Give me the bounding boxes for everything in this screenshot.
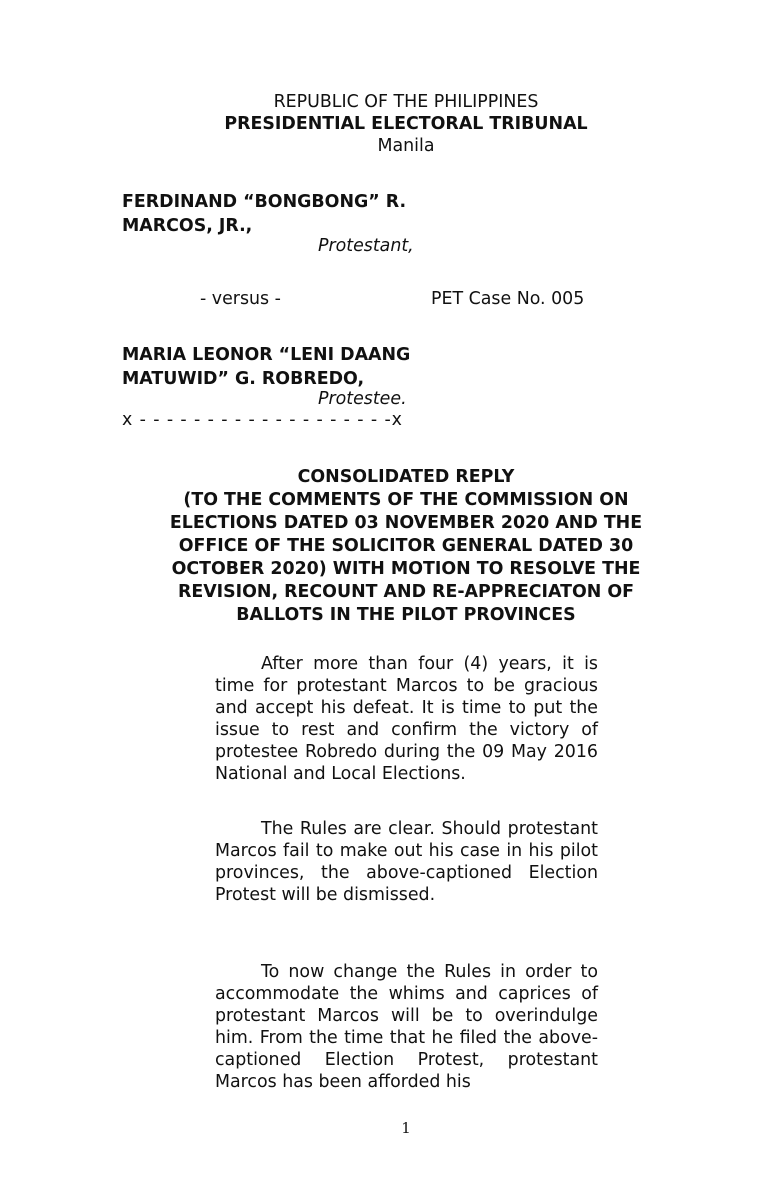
protestant-name	[122, 190, 406, 238]
republic-heading: REPUBLIC OF THE PHILIPPINES	[273, 92, 539, 112]
title-line: OFFICE OF THE SOLICITOR GENERAL DATED 30	[178, 536, 634, 556]
protestee-role: Protestee.	[318, 389, 407, 409]
tribunal-heading: PRESIDENTIAL ELECTORAL TRIBUNAL	[224, 114, 588, 134]
case-number: PET Case No. 005	[431, 289, 585, 309]
protestant-name-line2: MARCOS, JR.,	[122, 216, 253, 236]
protestee-name-line2: MATUWID” G. ROBREDO,	[122, 369, 365, 389]
title-line: BALLOTS IN THE PILOT PROVINCES	[236, 605, 576, 625]
city-heading: Manila	[377, 136, 435, 156]
title-line: (TO THE COMMENTS OF THE COMMISSION ON	[183, 490, 629, 510]
body-paragraph-1: After more than four (4) years, it is time for protestant Marcos to be gracious and accept his defeat. It is time to put the issue to rest and confirm the victory of protestee Robredo during the 09 May 2016 National and Local Elections.	[215, 654, 598, 784]
title-line: REVISION, RECOUNT AND RE-APPRECIATON OF	[177, 582, 635, 602]
protestant-role: Protestant,	[318, 236, 414, 256]
title-line: OCTOBER 2020) WITH MOTION TO RESOLVE THE	[171, 559, 641, 579]
court-header	[100, 91, 712, 157]
title-line: CONSOLIDATED REPLY	[297, 467, 515, 487]
document-title	[120, 466, 692, 627]
versus-label: - versus -	[200, 289, 281, 309]
page-number: 1	[401, 1119, 411, 1137]
protestee-name	[122, 343, 410, 391]
protestee-name-line1: MARIA LEONOR “LENI DAANG	[122, 345, 411, 365]
body-paragraph-2: The Rules are clear. Should protestant Marcos fail to make out his case in his pilot provinces, the above-captioned Election Protest will be dismissed.	[215, 819, 598, 905]
caption-separator: x - - - - - - - - - - - - - - - - - - -x	[122, 410, 403, 430]
body-paragraph-3: To now change the Rules in order to accommodate the whims and caprices of protestant Marcos will be to overindulge him. From the time that he filed the above-captioned Election Protest, protestant Marcos has been afforded his	[215, 962, 598, 1092]
title-line: ELECTIONS DATED 03 NOVEMBER 2020 AND THE	[169, 513, 643, 533]
protestant-name-line1: FERDINAND “BONGBONG” R.	[122, 192, 407, 212]
